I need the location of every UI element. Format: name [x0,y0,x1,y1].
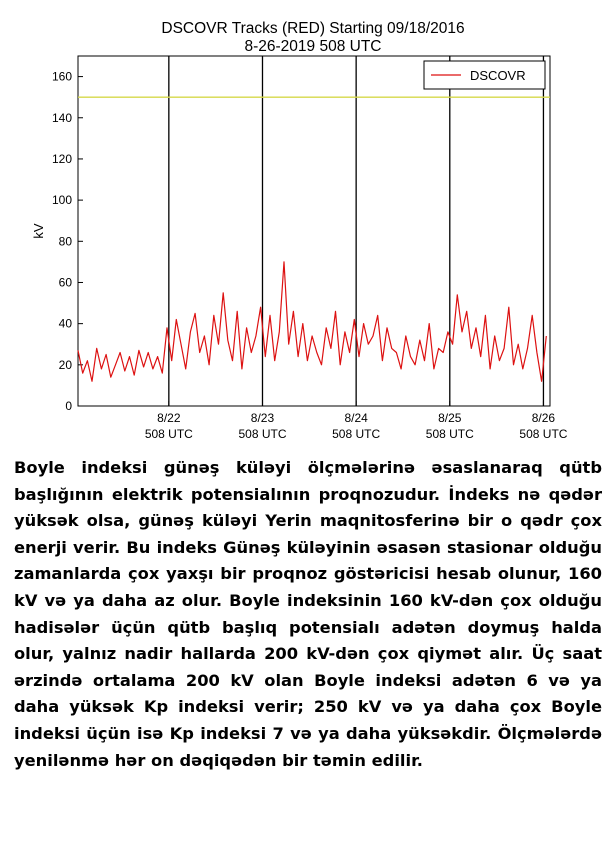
y-tick-label: 20 [58,357,72,372]
chart-title-line-1: DSCOVR Tracks (RED) Starting 09/18/2016 [161,20,465,37]
y-tick-label: 80 [58,234,72,249]
y-tick-label: 160 [51,69,72,84]
y-tick-label: 0 [65,399,72,413]
y-tick-label: 60 [58,275,72,290]
x-tick-label-time: 508 UTC [144,427,193,441]
x-tick-label-date: 8/26 [531,411,556,425]
chart-title-line-2: 8-26-2019 508 UTC [244,38,382,55]
y-tick-label: 120 [51,151,72,166]
x-tick-label-time: 508 UTC [332,427,381,441]
x-tick-label-time: 508 UTC [519,427,568,441]
x-tick-label-time: 508 UTC [238,427,287,441]
y-tick-label: 40 [58,316,72,331]
x-tick-label-date: 8/24 [344,411,368,425]
x-tick-label-date: 8/23 [250,411,275,425]
y-tick-label: 100 [51,193,72,208]
y-axis-label: kV [31,223,46,239]
legend-label-dscovr: DSCOVR [470,68,526,83]
x-axis [145,401,568,441]
x-tick-label-date: 8/22 [157,411,181,425]
boyle-index-description: Boyle indeksi günəş küləyi ölçmələrinə əsaslanaraq qütb başlığının elektrik potensialının proqnozudur. İndeks nə qədər yüksək olsa, günəş küləyi Yerin maqnitosferinə bir o qədr çox enerji verir. Bu indeks Günəş küləyinin əsasən stasionar olduğu zamanlarda çox yaxşı bir proqnoz göstəricisi hesab olunur, 160 kV və ya daha az olur. Boyle indeksinin 160 kV-dən çox olduğu hadisələr üçün qütb başlıq potensialı adətən doymuş halda olur, yalnız nadir hallarda 200 kV-dən çox qiymət alır. Üç saat ərzində ortalama 200 kV olan Boyle indeksi adətən 6 və ya daha yüksək Kp indeksi verir; 250 kV və ya daha çox Boyle indeksi üçün isə Kp indeksi 7 və ya daha yüksəkdir. Ölçmələrdə yenilənmə hər on dəqiqədən bir təmin edilir. [14,458,602,770]
y-tick-label: 140 [51,110,72,125]
legend [424,61,545,89]
x-tick-label-time: 508 UTC [425,427,474,441]
x-tick-label-date: 8/25 [438,411,462,425]
